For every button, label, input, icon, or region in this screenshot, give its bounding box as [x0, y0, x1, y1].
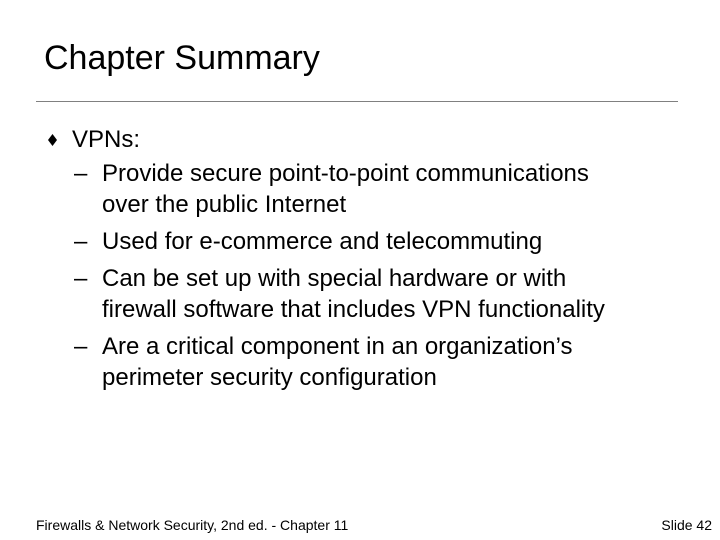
bullet-label: VPNs:	[72, 126, 141, 153]
sub-bullet-item	[46, 331, 686, 393]
sub-bullet-line: Provide secure point-to-point communications	[102, 160, 589, 187]
sub-bullet-line: over the public Internet	[102, 191, 347, 218]
sub-bullet-line: Are a critical component in an organization’s	[102, 333, 573, 360]
dash-icon: –	[74, 333, 88, 360]
title-divider	[36, 101, 678, 102]
footer-course-title: Firewalls & Network Security, 2nd ed. - Chapter 11	[36, 517, 349, 533]
sub-bullet-item	[46, 158, 686, 220]
sub-bullet-line: perimeter security configuration	[102, 364, 437, 391]
footer-slide-number: Slide 42	[661, 517, 712, 533]
slide-title: Chapter Summary	[44, 39, 320, 77]
dash-icon: –	[74, 228, 88, 255]
dash-icon: –	[74, 160, 88, 187]
sub-bullet-item	[46, 263, 686, 325]
diamond-bullet-icon	[48, 134, 57, 146]
sub-bullet-item	[46, 226, 686, 257]
sub-bullet-list	[46, 158, 686, 393]
bullet-vpns	[46, 124, 686, 156]
dash-icon: –	[74, 265, 88, 292]
sub-bullet-line: Used for e-commerce and telecommuting	[102, 228, 543, 255]
sub-bullet-line: firewall software that includes VPN functionality	[102, 296, 605, 323]
sub-bullet-line: Can be set up with special hardware or with	[102, 265, 567, 292]
bullet-list	[46, 124, 686, 399]
